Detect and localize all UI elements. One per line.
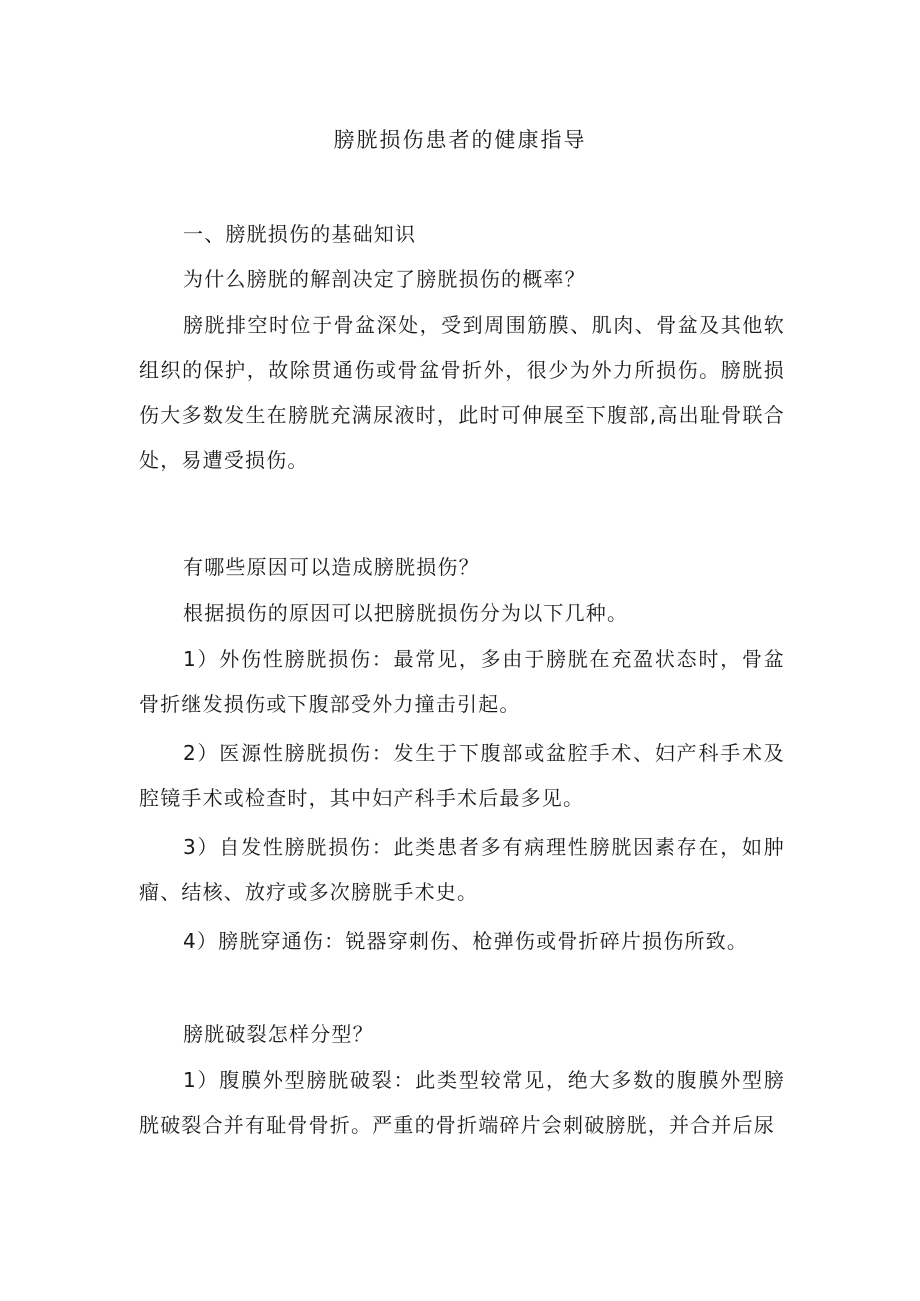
cause-item-penetrating: 4）膀胱穿通伤：锐器穿刺伤、枪弹伤或骨折碎片损伤所致。 — [183, 929, 749, 953]
cause-item-traumatic: 1）外伤性膀胱损伤：最常见，多由于膀胱在充盈状态时，骨盆骨折继发损伤或下腹部受外力撞击引起。 — [139, 647, 785, 716]
question-anatomy: 为什么膀胱的解剖决定了膀胱损伤的概率？ — [183, 267, 586, 291]
type-item-extraperitoneal: 1）腹膜外型膀胱破裂：此类型较常见，绝大多数的腹膜外型膀胱破裂合并有耻骨骨折。严重的骨折端碎片会刺破膀胱，并合并后尿 — [139, 1068, 785, 1137]
question-causes: 有哪些原因可以造成膀胱损伤？ — [183, 555, 480, 579]
cause-item-iatrogenic: 2）医源性膀胱损伤：发生于下腹部或盆腔手术、妇产科手术及腔镜手术或检查时，其中妇产科手术后最多见。 — [139, 741, 785, 810]
section-heading: 一、膀胱损伤的基础知识 — [183, 222, 417, 246]
cause-item-spontaneous: 3）自发性膀胱损伤：此类患者多有病理性膀胱因素存在，如肿瘤、结核、放疗或多次膀胱手术史。 — [139, 835, 785, 904]
question-classification: 膀胱破裂怎样分型？ — [183, 1022, 374, 1046]
paragraph-causes-intro: 根据损伤的原因可以把膀胱损伤分为以下几种。 — [183, 601, 629, 625]
document-title: 膀胱损伤患者的健康指导 — [333, 128, 587, 152]
paragraph-anatomy: 膀胱排空时位于骨盆深处，受到周围筋膜、肌肉、骨盆及其他软组织的保护，故除贯通伤或骨盆骨折外，很少为外力所损伤。膀胱损伤大多数发生在膀胱充满尿液时，此时可伸展至下腹部,高出耻骨联合处，易遭受损伤。 — [139, 313, 785, 472]
